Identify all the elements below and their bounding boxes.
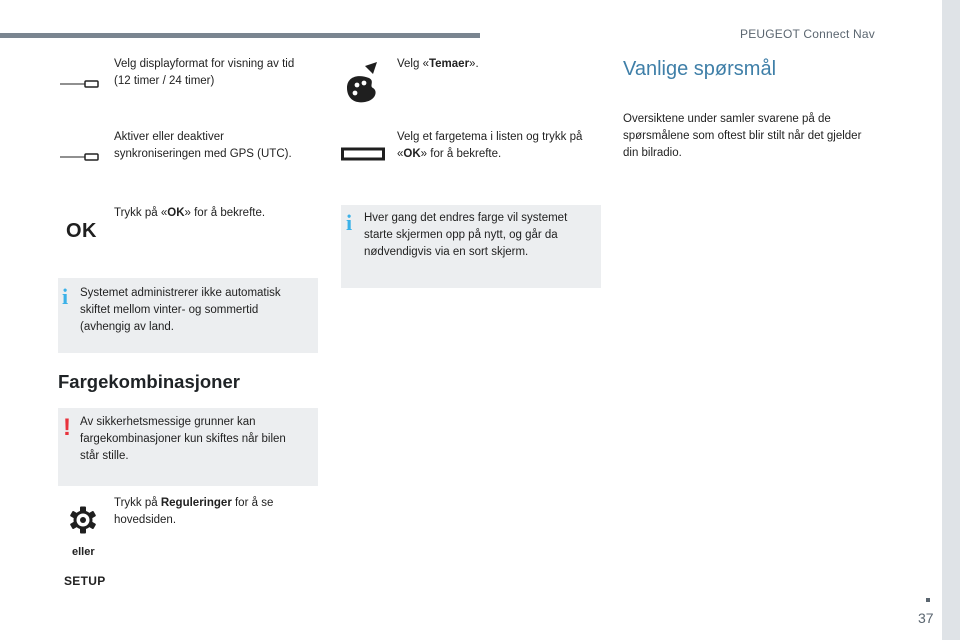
restart-info-text: Hver gang det endres farge vil systemet starte skjermen opp på nytt, og går da nødvendigvis via en sort skjerm.: [364, 212, 568, 258]
themes-text: Velg «Temaer».: [397, 58, 479, 70]
warning-icon: !: [63, 414, 71, 441]
faq-title: Vanlige spørsmål: [623, 58, 777, 80]
section-title: Fargekombinasjoner: [58, 371, 240, 392]
settings-text: Trykk på Reguleringer for å se hovedsiden.: [114, 497, 274, 526]
info-icon: i: [62, 284, 69, 309]
page-edge-tab: [942, 0, 960, 640]
ok-button-icon: OK: [66, 220, 97, 242]
color-bar-icon: [341, 147, 385, 161]
info-icon: i: [346, 210, 353, 235]
toggle-switch-icon: [60, 79, 100, 89]
dst-info-text: Systemet administrerer ikke automatisk skiftet mellom vinter- og sommertid (avhengig av land.: [80, 287, 281, 333]
or-label: eller: [72, 546, 95, 558]
page-number: 37: [918, 610, 934, 626]
color-theme-text: Velg et fargetema i listen og trykk på «OK» for å bekrefte.: [397, 131, 583, 160]
faq-intro-text: Oversiktene under samler svarene på de spørsmålene som oftest blir stilt når det gjelder din bilradio.: [623, 113, 862, 159]
warning-text: Av sikkerhetsmessige grunner kan fargekombinasjoner kun skiftes når bilen står stille.: [80, 416, 286, 462]
toggle-switch-icon: [60, 152, 100, 162]
gps-sync-text: Aktiver eller deaktiver synkroniseringen med GPS (UTC).: [114, 131, 292, 160]
confirm-text: Trykk på «OK» for å bekrefte.: [114, 207, 266, 219]
continue-marker: [926, 598, 930, 602]
setup-button-label[interactable]: SETUP: [64, 574, 106, 588]
header-brand: PEUGEOT Connect Nav: [740, 27, 875, 41]
palette-icon: [343, 62, 383, 104]
settings-gear-icon[interactable]: [68, 505, 98, 535]
header-bar: [0, 33, 480, 38]
display-format-text: Velg displayformat for visning av tid (12 timer / 24 timer): [114, 58, 295, 87]
